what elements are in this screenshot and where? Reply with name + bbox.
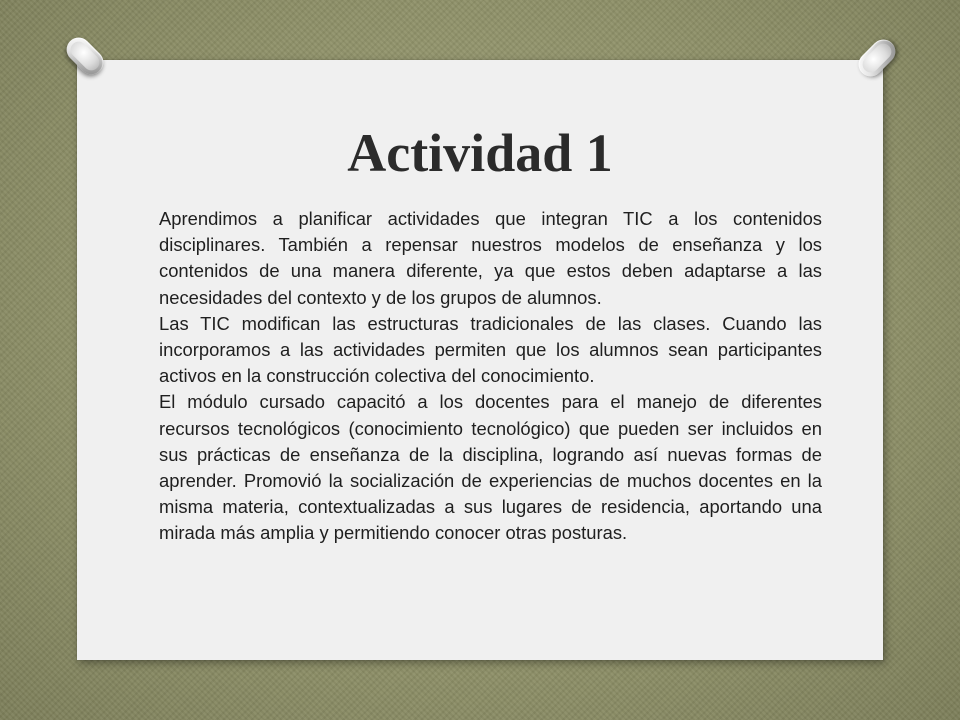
slide-title: Actividad 1: [347, 123, 613, 183]
paragraph: El módulo cursado capacitó a los docentes para el manejo de diferentes recursos tecnológicos (conocimiento tecnológico) que pueden ser incluidos en sus prácticas de enseñanza de la disciplina, logrando así nuevas formas de aprender. Promovió la socialización de experiencias de muchos docentes en la misma materia, contextualizadas a sus lugares de residencia, aportando una mirada más amplia y permitiendo conocer otras posturas.: [159, 391, 822, 544]
paragraph: Las TIC modifican las estructuras tradicionales de las clases. Cuando las incorporamos a las actividades permiten que los alumnos sean participantes activos en la construcción colectiva del conocimiento.: [159, 312, 822, 387]
paragraph: Aprendimos a planificar actividades que integran TIC a los contenidos disciplinares. También a repensar nuestros modelos de enseñanza y los contenidos de una manera diferente, ya que estos deben adaptarse a las necesidades del contexto y de los grupos de alumnos.: [159, 208, 822, 308]
slide-body: [159, 206, 822, 547]
